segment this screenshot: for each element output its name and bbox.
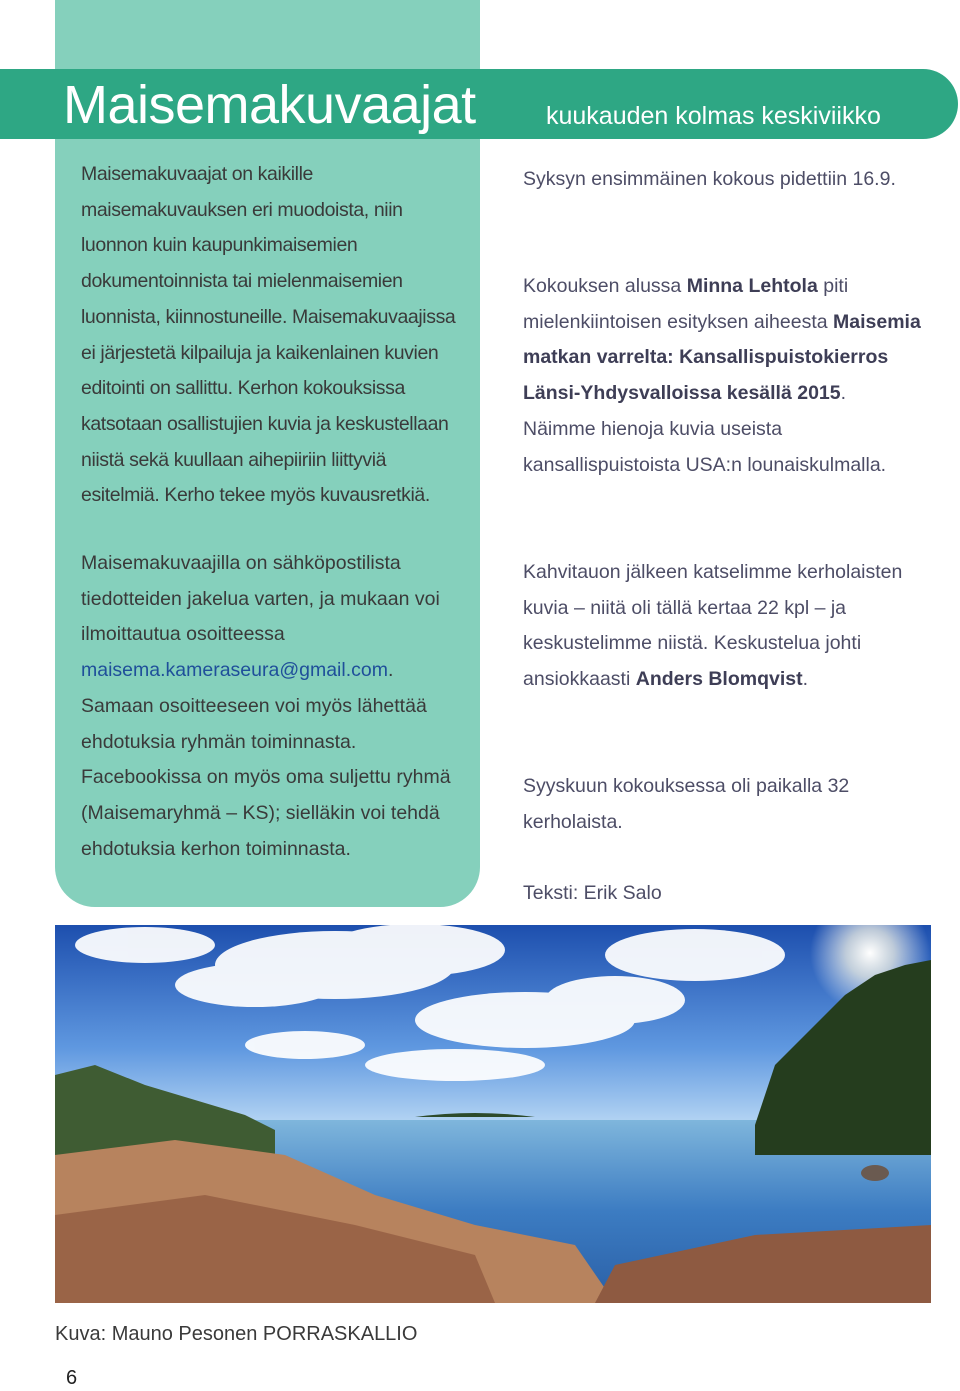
discussion-text: Kahvitauon jälkeen katselimme kerholaisten kuvia – niitä oli tällä kertaa 22 kpl – ja keskustelimme niistä. Keskustelua johti ansiokkaasti <box>523 561 903 691</box>
meeting-schedule: kuukauden kolmas keskiviikko <box>546 102 881 130</box>
landscape-photo <box>55 925 931 1303</box>
presentation-text-mid: piti mielenkiintoisen esityksen aiheesta <box>523 275 849 333</box>
intro-paragraph: Maisemakuvaajat on kaikille maisemakuvauksen eri muodoista, niin luonnon kuin kaupunkimaisemien dokumentoinnista tai mielenmaisemien luonnista, kiinnostuneille. Maisemakuvaajissa ei järjestetä kilpailuja ja kaikenlainen kuvien editointi on sallittu. Kerhon kokouksissa katsotaan osallistujien kuvia ja keskustellaan niistä sekä kuullaan aihepiiriin liittyviä esitelmiä. Kerho tekee myös kuvausretkiä. <box>81 163 456 507</box>
presentation-topic: Maisemia matkan varrelta: Kansallispuistokierros Länsi-Yhdysvalloissa kesällä 2015 <box>523 310 921 405</box>
presentation-paragraph <box>523 269 923 483</box>
photo-caption: Kuva: Mauno Pesonen PORRASKALLIO <box>55 1323 418 1345</box>
mailing-text-start: Maisemakuvaajilla on sähköpostilista tiedotteiden jakelua varten, ja mukaan voi ilmoittautua osoitteessa <box>81 552 440 646</box>
discussion-paragraph <box>523 555 923 698</box>
mailing-list-paragraph <box>81 546 466 867</box>
rock-in-water <box>861 1165 889 1181</box>
presentation-text-start: Kokouksen alussa <box>523 275 682 297</box>
speaker-name: Minna Lehtola <box>686 275 818 297</box>
discussion-text-end: . <box>802 668 809 691</box>
discussion-leader: Anders Blomqvist <box>635 668 803 691</box>
page-number: 6 <box>66 1367 78 1389</box>
page-title: Maisemakuvaajat <box>63 75 476 135</box>
mailing-text-end: . Samaan osoitteeseen voi myös lähettää ehdotuksia ryhmän toiminnasta. Facebookissa on myös oma suljettu ryhmä (Maisemaryhmä – KS); sielläkin voi tehdä ehdotuksia kerhon toiminnasta. <box>81 659 451 860</box>
attendance-paragraph: Syyskuun kokouksessa oli paikalla 32 kerholaista. <box>523 775 850 833</box>
presentation-text-end: . Näimme hienoja kuvia useista kansallispuistoista USA:n lounaiskulmalla. <box>523 382 887 476</box>
first-meeting-paragraph: Syksyn ensimmäinen kokous pidettiin 16.9. <box>523 168 896 190</box>
email-link[interactable]: maisema.kameraseura@gmail.com <box>81 659 388 682</box>
text-credit: Teksti: Erik Salo <box>523 882 662 904</box>
